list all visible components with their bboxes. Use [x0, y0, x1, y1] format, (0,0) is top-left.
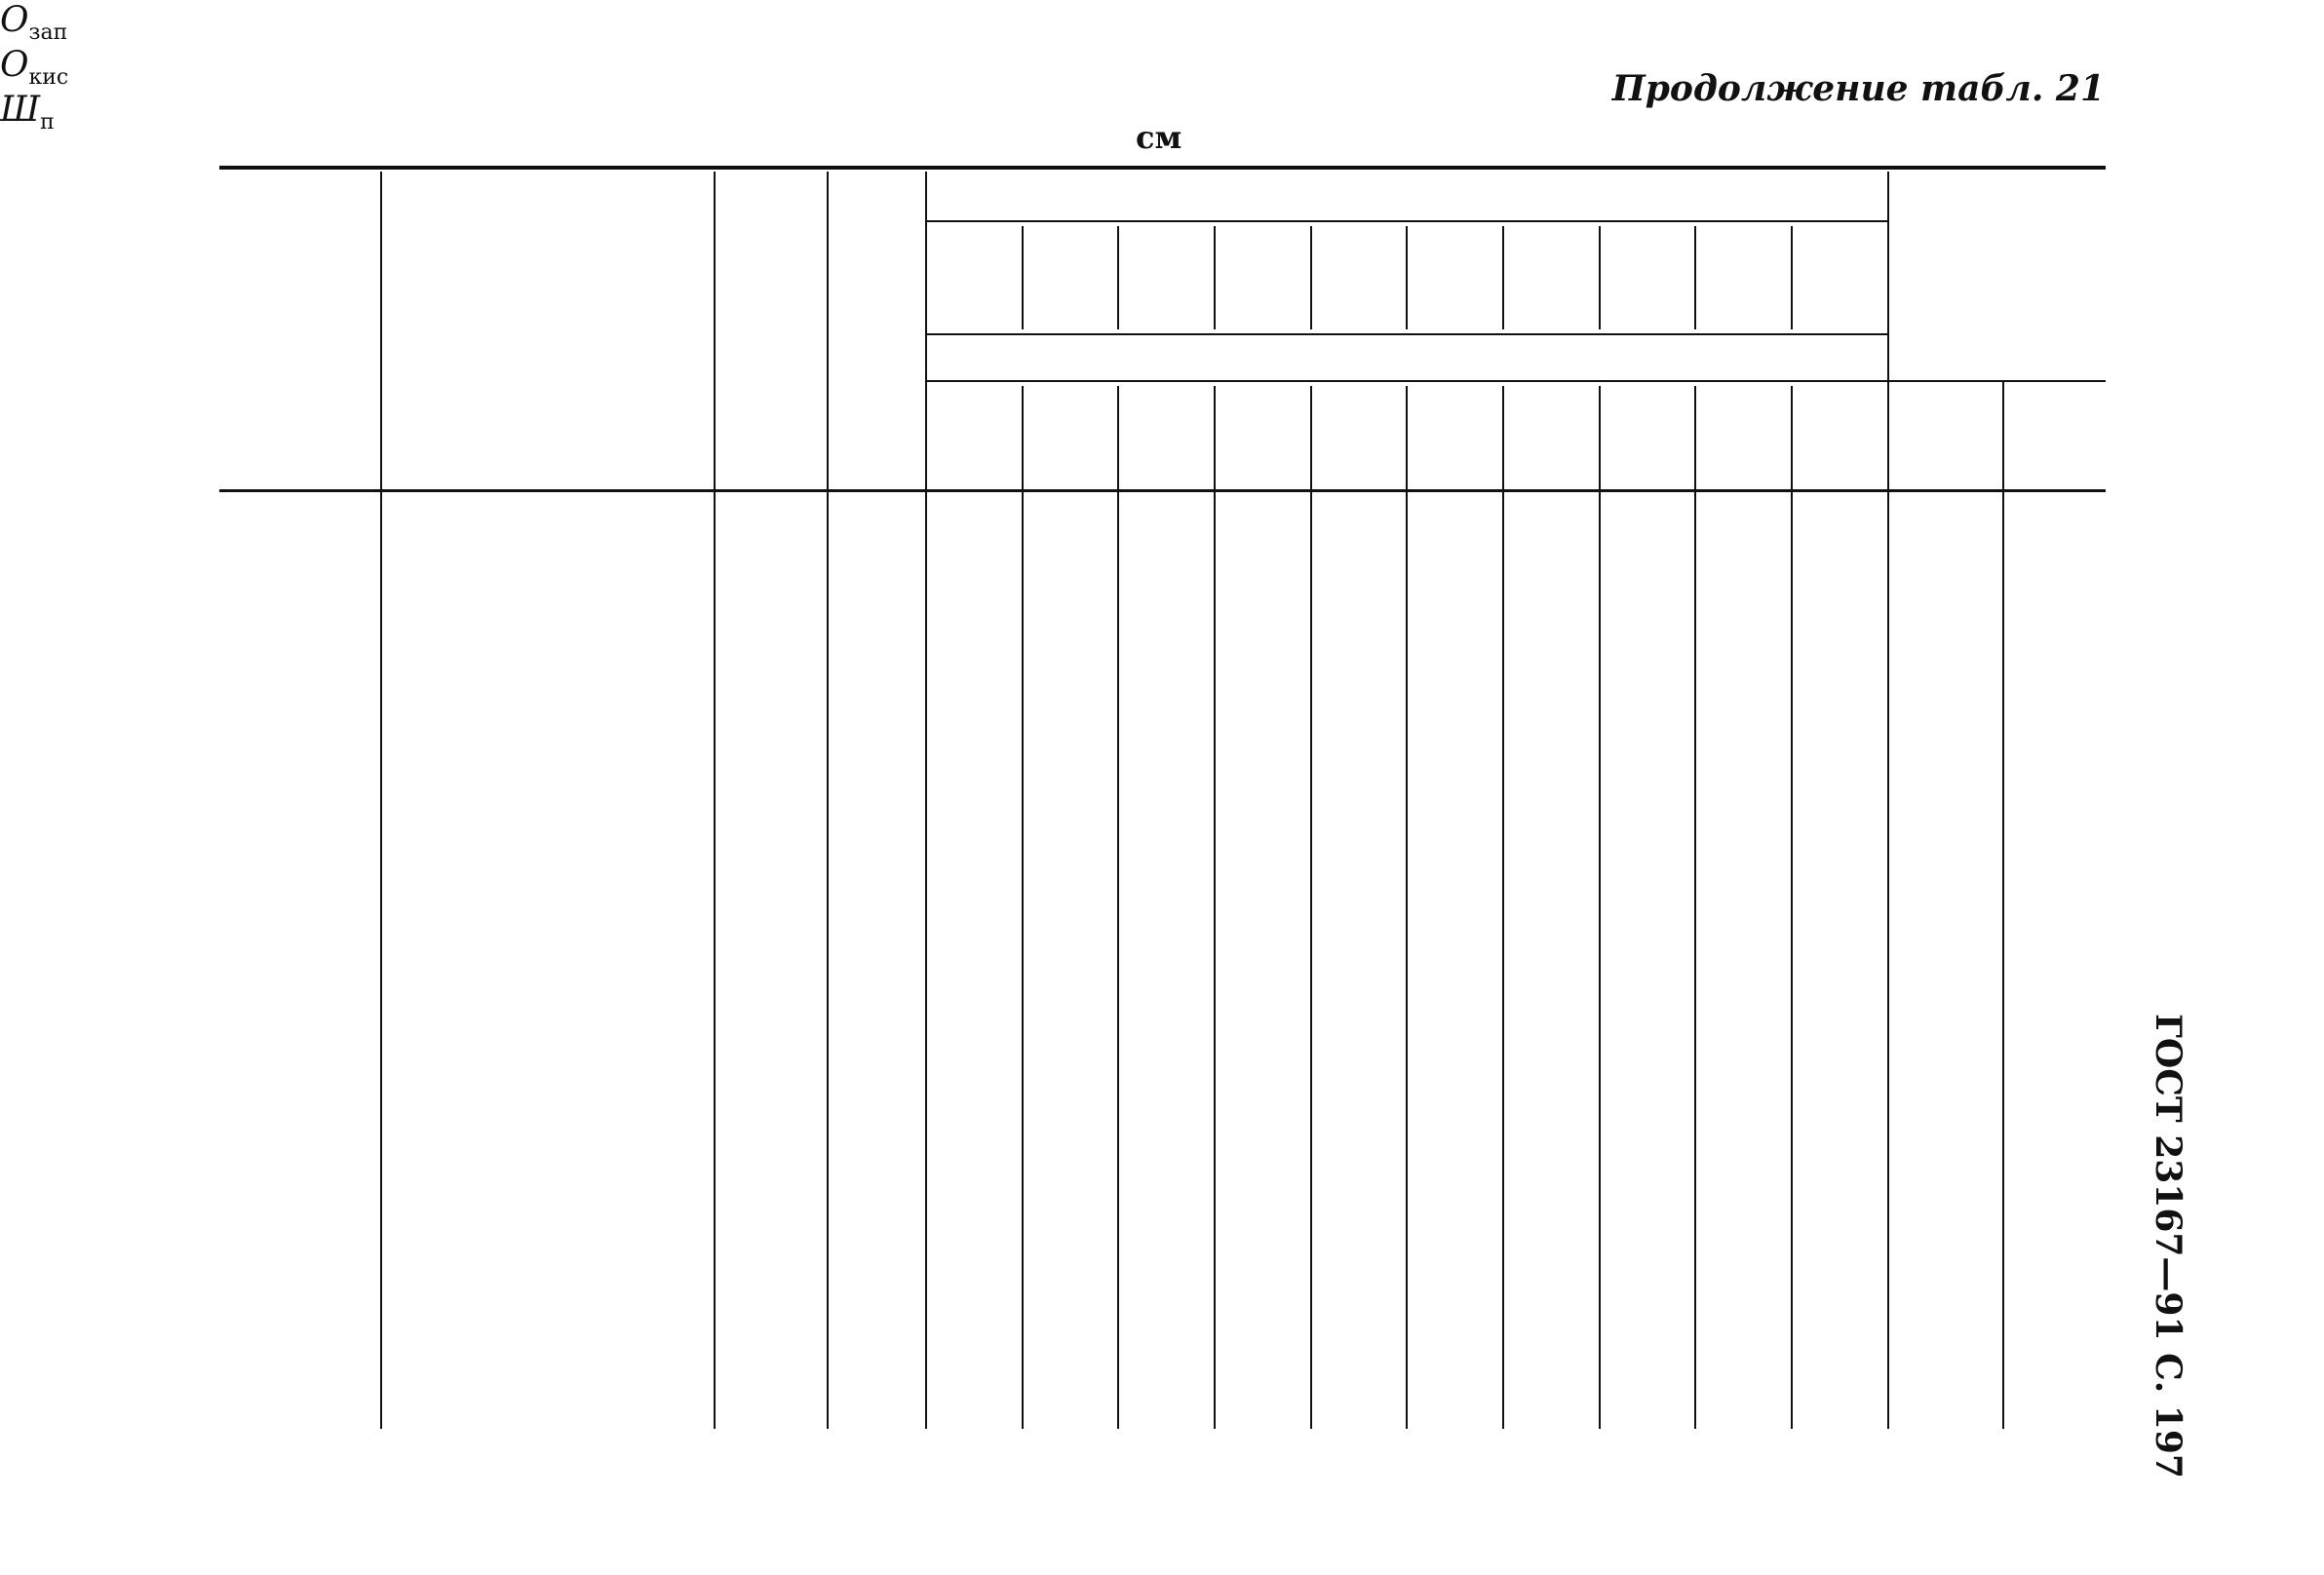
col-sep-diff	[2002, 382, 2004, 1429]
waist-title-bottom-rule	[925, 380, 1887, 382]
header-bottom-rule	[219, 489, 2106, 492]
symbol-subscript: кис	[28, 65, 69, 91]
chest-col-sep	[1117, 226, 1119, 329]
chest-col-sep	[1694, 226, 1696, 329]
symbol-subscript: п	[40, 110, 55, 135]
data-col-sep	[1502, 386, 1504, 1429]
col-sep-3	[827, 172, 829, 1429]
data-col-sep	[1214, 386, 1216, 1429]
unit-label: см	[1136, 119, 1182, 156]
data-col-sep	[1599, 386, 1601, 1429]
data-col-sep	[1694, 386, 1696, 1429]
chest-col-sep	[1599, 226, 1601, 329]
waist-title-top-rule	[925, 333, 1887, 335]
data-col-sep	[1406, 386, 1408, 1429]
diff-title-rule	[1887, 380, 2106, 382]
row-symbol	[0, 90, 2324, 134]
col-sep-4	[925, 172, 927, 1429]
continuation-caption: Продолжение табл. 21	[1611, 68, 2105, 109]
col-sep-2	[714, 172, 716, 1429]
chest-col-sep	[1791, 226, 1793, 329]
symbol-main: О	[0, 0, 29, 40]
data-col-sep	[1310, 386, 1312, 1429]
symbol-main: О	[0, 45, 29, 86]
gost-side-label: ГОСТ 23167—91 С. 197	[2148, 1014, 2188, 1479]
symbol-subscript: зап	[28, 20, 68, 46]
data-col-sep	[1022, 386, 1024, 1429]
data-col-sep	[1791, 386, 1793, 1429]
row-symbol	[0, 0, 2324, 45]
col-sep-5	[1887, 172, 1889, 1429]
chest-col-sep	[1406, 226, 1408, 329]
chest-col-sep	[1310, 226, 1312, 329]
chest-col-sep	[1022, 226, 1024, 329]
chest-title-rule	[925, 220, 1887, 222]
row-symbol	[0, 45, 2324, 90]
table-top-rule	[219, 166, 2106, 170]
chest-col-sep	[1214, 226, 1216, 329]
chest-col-sep	[1502, 226, 1504, 329]
symbol-main: Ш	[0, 90, 41, 131]
data-col-sep	[1117, 386, 1119, 1429]
col-sep-1	[380, 172, 382, 1429]
